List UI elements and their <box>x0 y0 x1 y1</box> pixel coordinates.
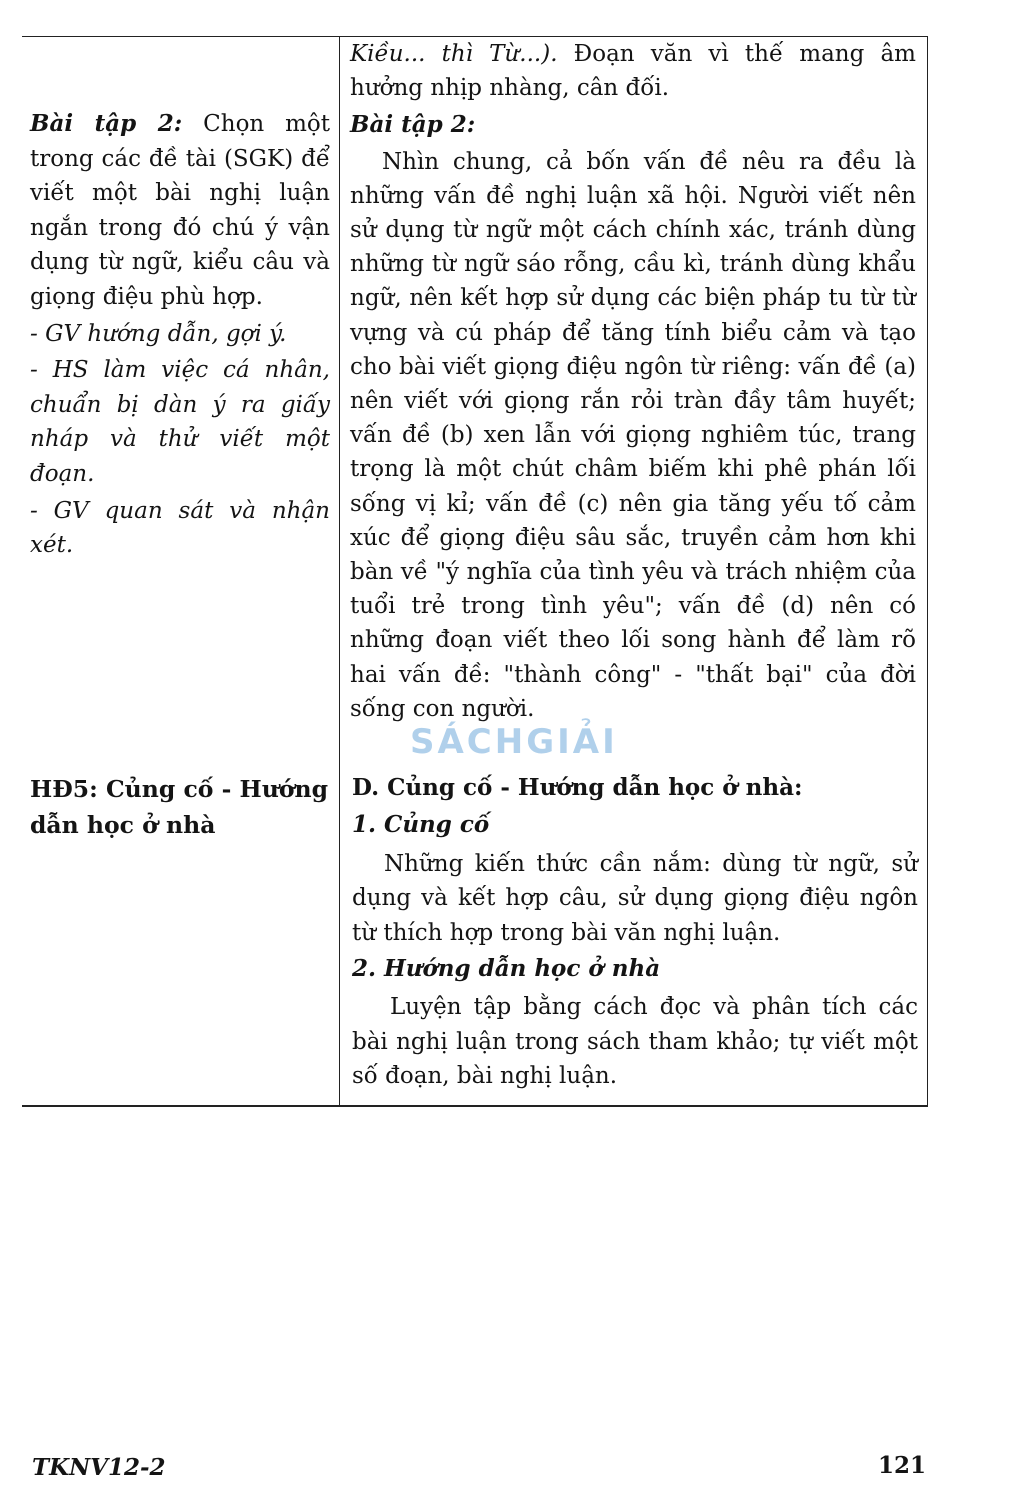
section-d <box>352 771 918 1094</box>
intro-paragraph <box>350 37 916 105</box>
teacher-guidance-note: - GV hướng dẫn, gợi ý. <box>30 320 287 347</box>
student-work-note: - HS làm việc cá nhân, chuẩn bị dàn ý ra giấy nháp và thử viết một đoạn. <box>30 357 330 487</box>
subsection-1-heading: 1. Củng cố <box>352 811 490 839</box>
intro-italic: Kiều... thì Từ...). <box>350 41 558 67</box>
column-divider <box>339 37 340 1105</box>
table-right-border <box>927 37 928 1105</box>
right-column <box>350 37 916 726</box>
right-exercise-2-heading: Bài tập 2: <box>350 111 476 139</box>
subsection-2-heading: 2. Hướng dẫn học ở nhà <box>352 955 661 983</box>
sachgiai-watermark: SÁCHGIẢI <box>410 722 618 762</box>
footer-book-code: TKNV12-2 <box>32 1454 166 1481</box>
subsection-1-body: Những kiến thức cần nắm: dùng từ ngữ, sử dụng và kết hợp câu, sử dụng giọng điệu ngôn từ thích hợp trong bài văn nghị luận. <box>352 850 918 946</box>
hd5-heading: HĐ5: Củng cố - Hướng dẫn học ở nhà <box>30 775 329 839</box>
left-exercise-2 <box>30 107 330 315</box>
page-number: 121 <box>878 1452 927 1479</box>
left-exercise-2-text: Chọn một trong các đề tài (SGK) để viết một bài nghị luận ngắn trong đó chú ý vận dụng từ ngữ, kiểu câu và giọng điệu phù hợp. <box>30 111 330 310</box>
right-exercise-2-body: Nhìn chung, cả bốn vấn đề nêu ra đều là những vấn đề nghị luận xã hội. Người viết nên sử dụng từ ngữ một cách chính xác, tránh dùng những từ ngữ sáo rỗng, cầu kì, tránh dùng khẩu ngữ, nên kết hợp sử dụng các biện pháp tu từ từ vựng và cú pháp để tăng tính biểu cảm và tạo cho bài viết giọng điệu ngôn từ riêng: vấn đề (a) nên viết với giọng rắn rỏi tràn đầy tâm huyết; vấn đề (b) xen lẫn với giọng nghiêm túc, trang trọng là một chút châm biếm khi phê phán lối sống vị kỉ; vấn đề (c) nên gia tăng yếu tố cảm xúc để giọng điệu sâu sắc, truyền cảm hơn khi bàn về "ý nghĩa của tình yêu và trách nhiệm của tuổi trẻ trong tình yêu"; vấn đề (d) nên có những đoạn viết theo lối song hành để làm rõ hai vấn đề: "thành công" - "thất bại" của đời sống con người. <box>350 148 916 722</box>
left-column <box>30 107 330 563</box>
lesson-table <box>22 36 928 1107</box>
left-exercise-2-label: Bài tập 2: <box>30 110 183 137</box>
intro-rest: Đoạn văn vì thế mang âm hưởng nhịp nhàng, cân đối. <box>350 41 916 102</box>
section-d-heading: D. Củng cố - Hướng dẫn học ở nhà: <box>352 774 803 801</box>
subsection-2-body: Luyện tập bằng cách đọc và phân tích các bài nghị luận trong sách tham khảo; tự viết một số đoạn, bài nghị luận. <box>352 994 918 1090</box>
teacher-observe-note: - GV quan sát và nhận xét. <box>30 497 330 559</box>
